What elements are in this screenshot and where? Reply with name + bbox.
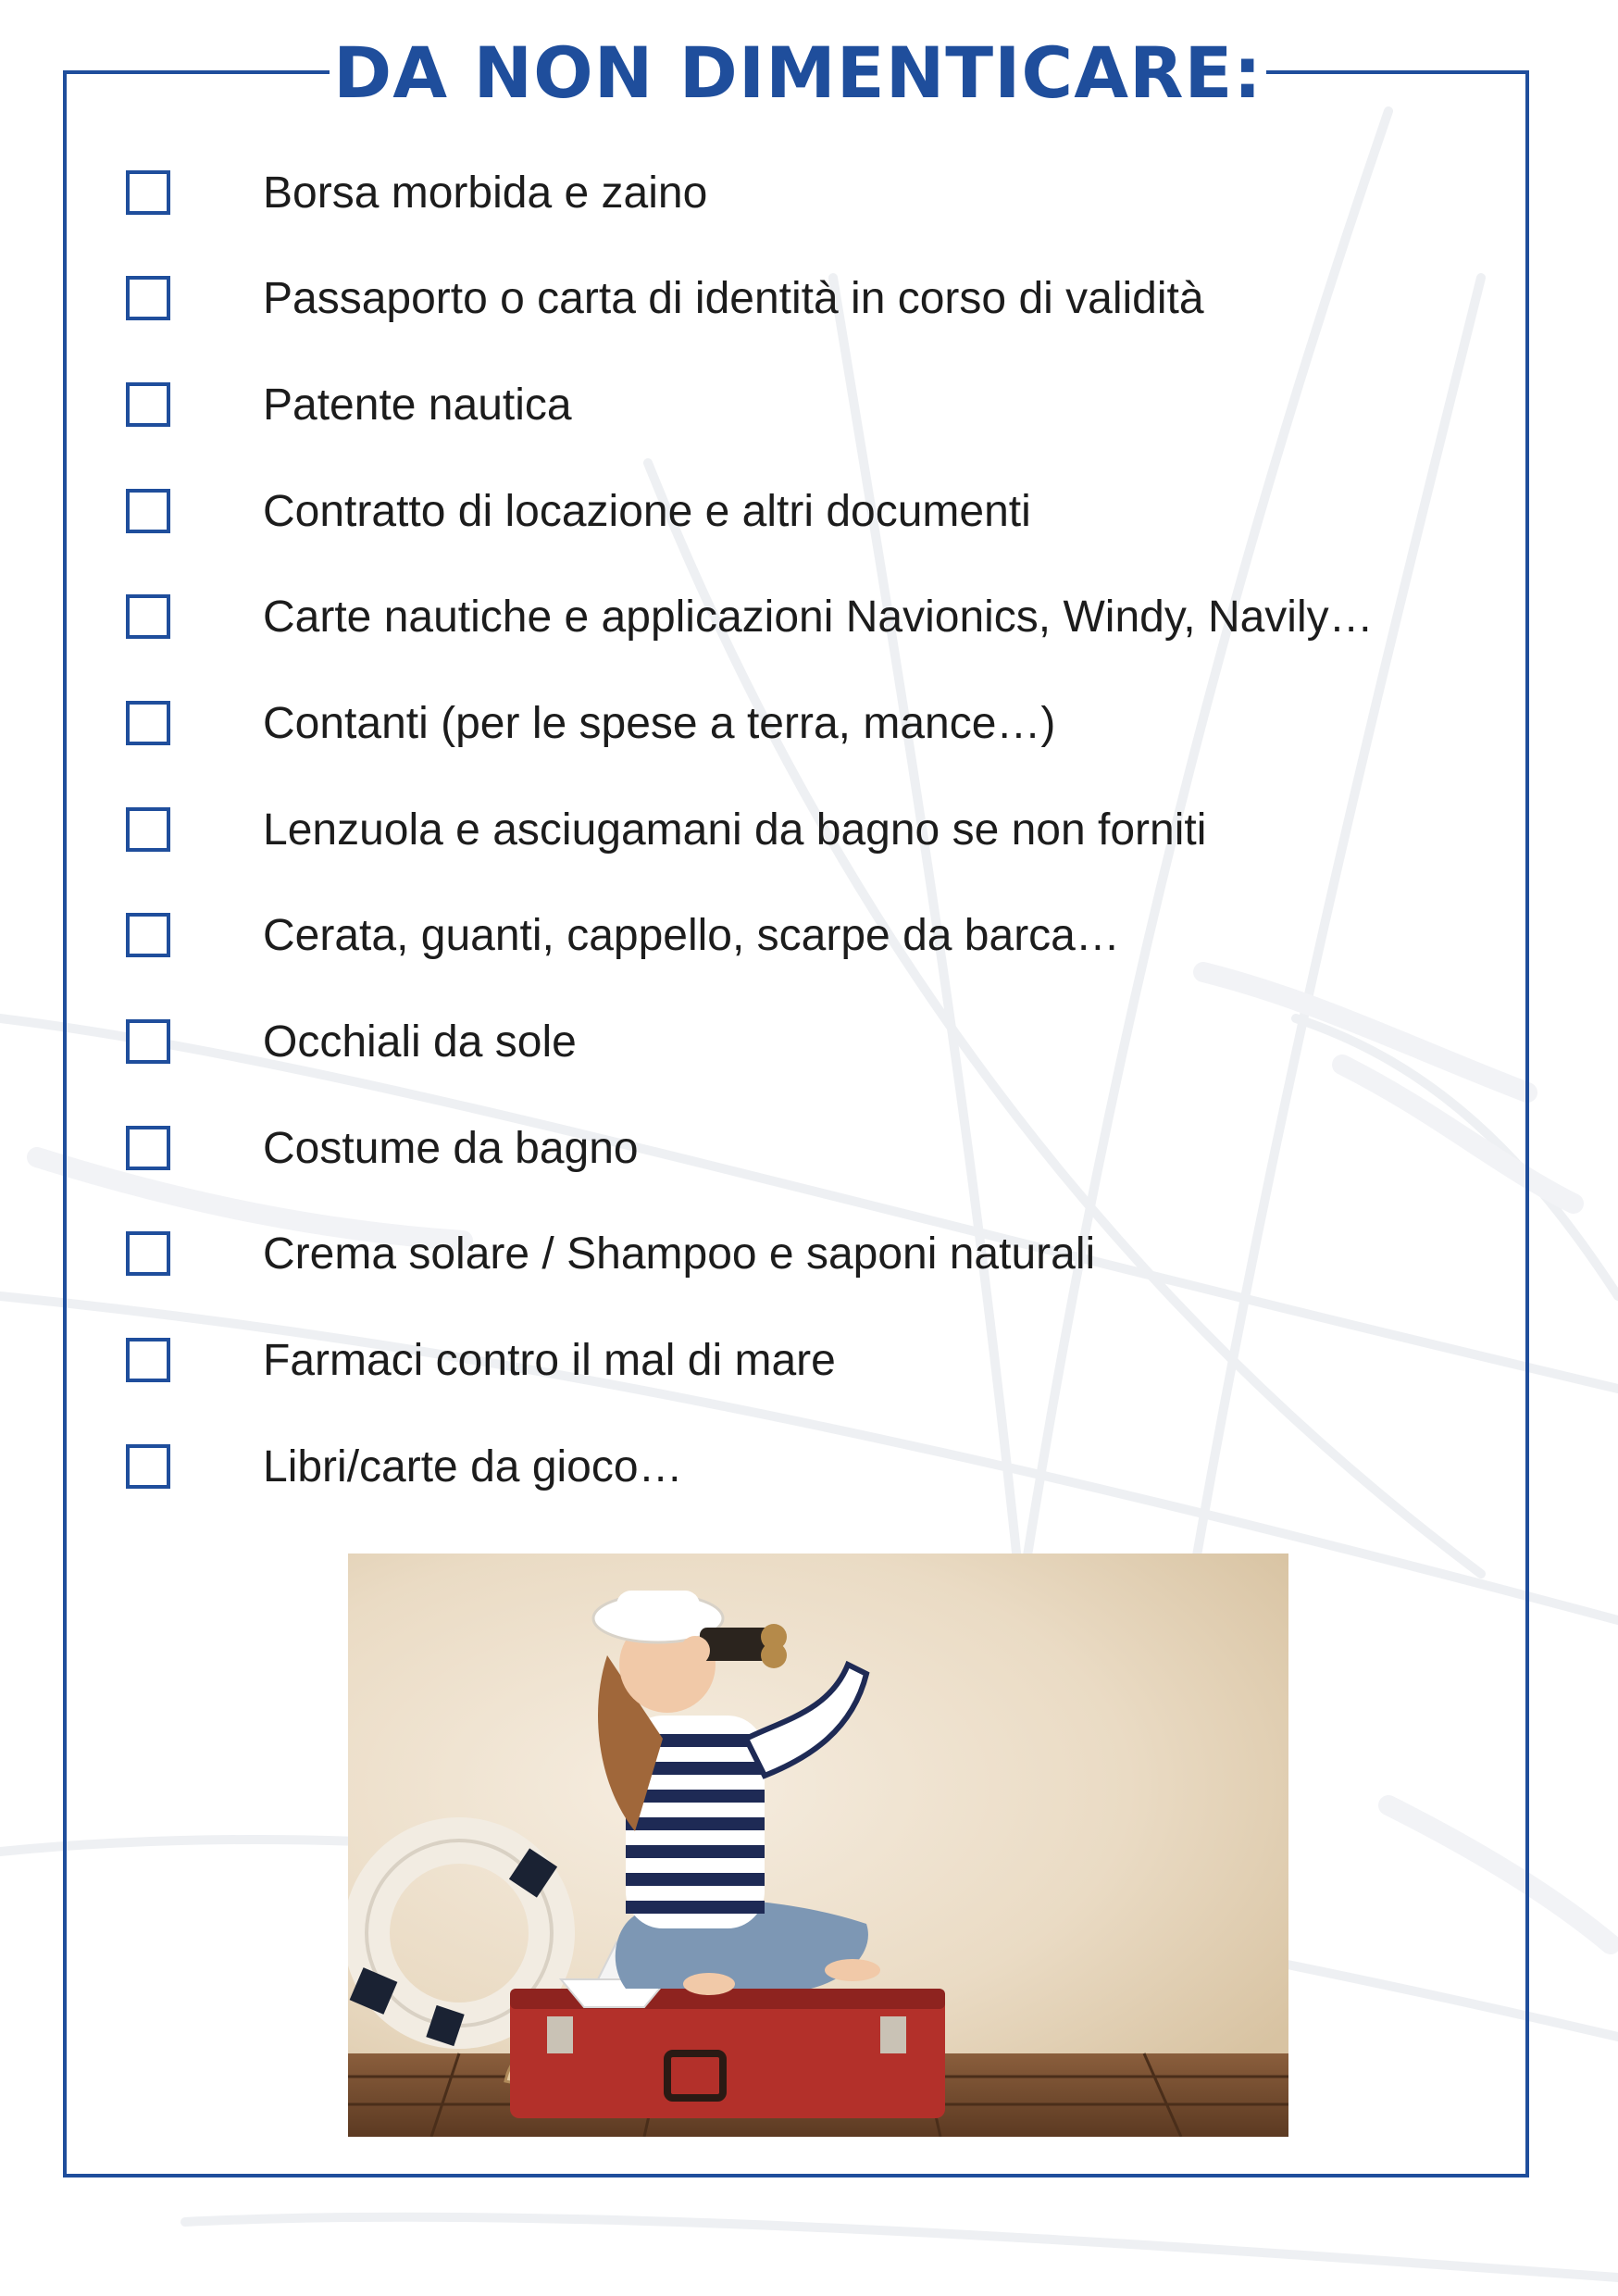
checklist-item[interactable] — [126, 695, 1496, 751]
checkbox[interactable] — [126, 913, 170, 957]
checkbox[interactable] — [126, 1019, 170, 1064]
checkbox[interactable] — [126, 1338, 170, 1382]
frame-top-border-right — [1266, 70, 1529, 74]
sailor-child-photo — [348, 1554, 1288, 2137]
checklist-item-label: Patente nautica — [263, 380, 572, 430]
checklist-item-label: Lenzuola e asciugamani da bagno se non forniti — [263, 805, 1207, 855]
checklist-item-label: Farmaci contro il mal di mare — [263, 1335, 836, 1385]
checklist-item[interactable] — [126, 1014, 1496, 1069]
checklist-item-label: Contratto di locazione e altri documenti — [263, 486, 1031, 536]
checklist-item[interactable] — [126, 165, 1496, 220]
checkbox[interactable] — [126, 594, 170, 639]
checkbox[interactable] — [126, 1231, 170, 1276]
checklist-item[interactable] — [126, 483, 1496, 539]
checklist-item-label: Borsa morbida e zaino — [263, 168, 708, 218]
checkbox[interactable] — [126, 170, 170, 215]
checklist-item-label: Passaporto o carta di identità in corso di validità — [263, 273, 1204, 323]
checklist-item-label: Libri/carte da gioco… — [263, 1441, 683, 1491]
red-suitcase — [510, 1989, 945, 2118]
checkbox[interactable] — [126, 382, 170, 427]
checklist-item-label: Crema solare / Shampoo e saponi naturali — [263, 1229, 1096, 1279]
checklist-item[interactable] — [126, 1439, 1496, 1494]
checkbox[interactable] — [126, 1126, 170, 1170]
checkbox[interactable] — [126, 1444, 170, 1489]
checkbox[interactable] — [126, 276, 170, 320]
frame-top-border-left — [63, 70, 330, 74]
checklist-item-label: Carte nautiche e applicazioni Navionics, Windy, Navily… — [263, 592, 1374, 642]
checklist-item[interactable] — [126, 1120, 1496, 1176]
checklist-item[interactable] — [126, 589, 1496, 644]
checklist-item[interactable] — [126, 802, 1496, 857]
checkbox[interactable] — [126, 701, 170, 745]
checkbox[interactable] — [126, 489, 170, 533]
page-title: DA NON DIMENTICARE: — [333, 31, 1263, 114]
checklist-item[interactable] — [126, 1226, 1496, 1281]
checklist-item[interactable] — [126, 270, 1496, 326]
checklist-item-label: Occhiali da sole — [263, 1017, 577, 1067]
checklist-item[interactable] — [126, 907, 1496, 963]
checklist-item-label: Contanti (per le spese a terra, mance…) — [263, 698, 1056, 748]
checklist-item[interactable] — [126, 1332, 1496, 1388]
checkbox[interactable] — [126, 807, 170, 852]
checklist-item-label: Costume da bagno — [263, 1123, 639, 1173]
checklist-item[interactable] — [126, 377, 1496, 432]
checklist-item-label: Cerata, guanti, cappello, scarpe da barca… — [263, 910, 1120, 960]
